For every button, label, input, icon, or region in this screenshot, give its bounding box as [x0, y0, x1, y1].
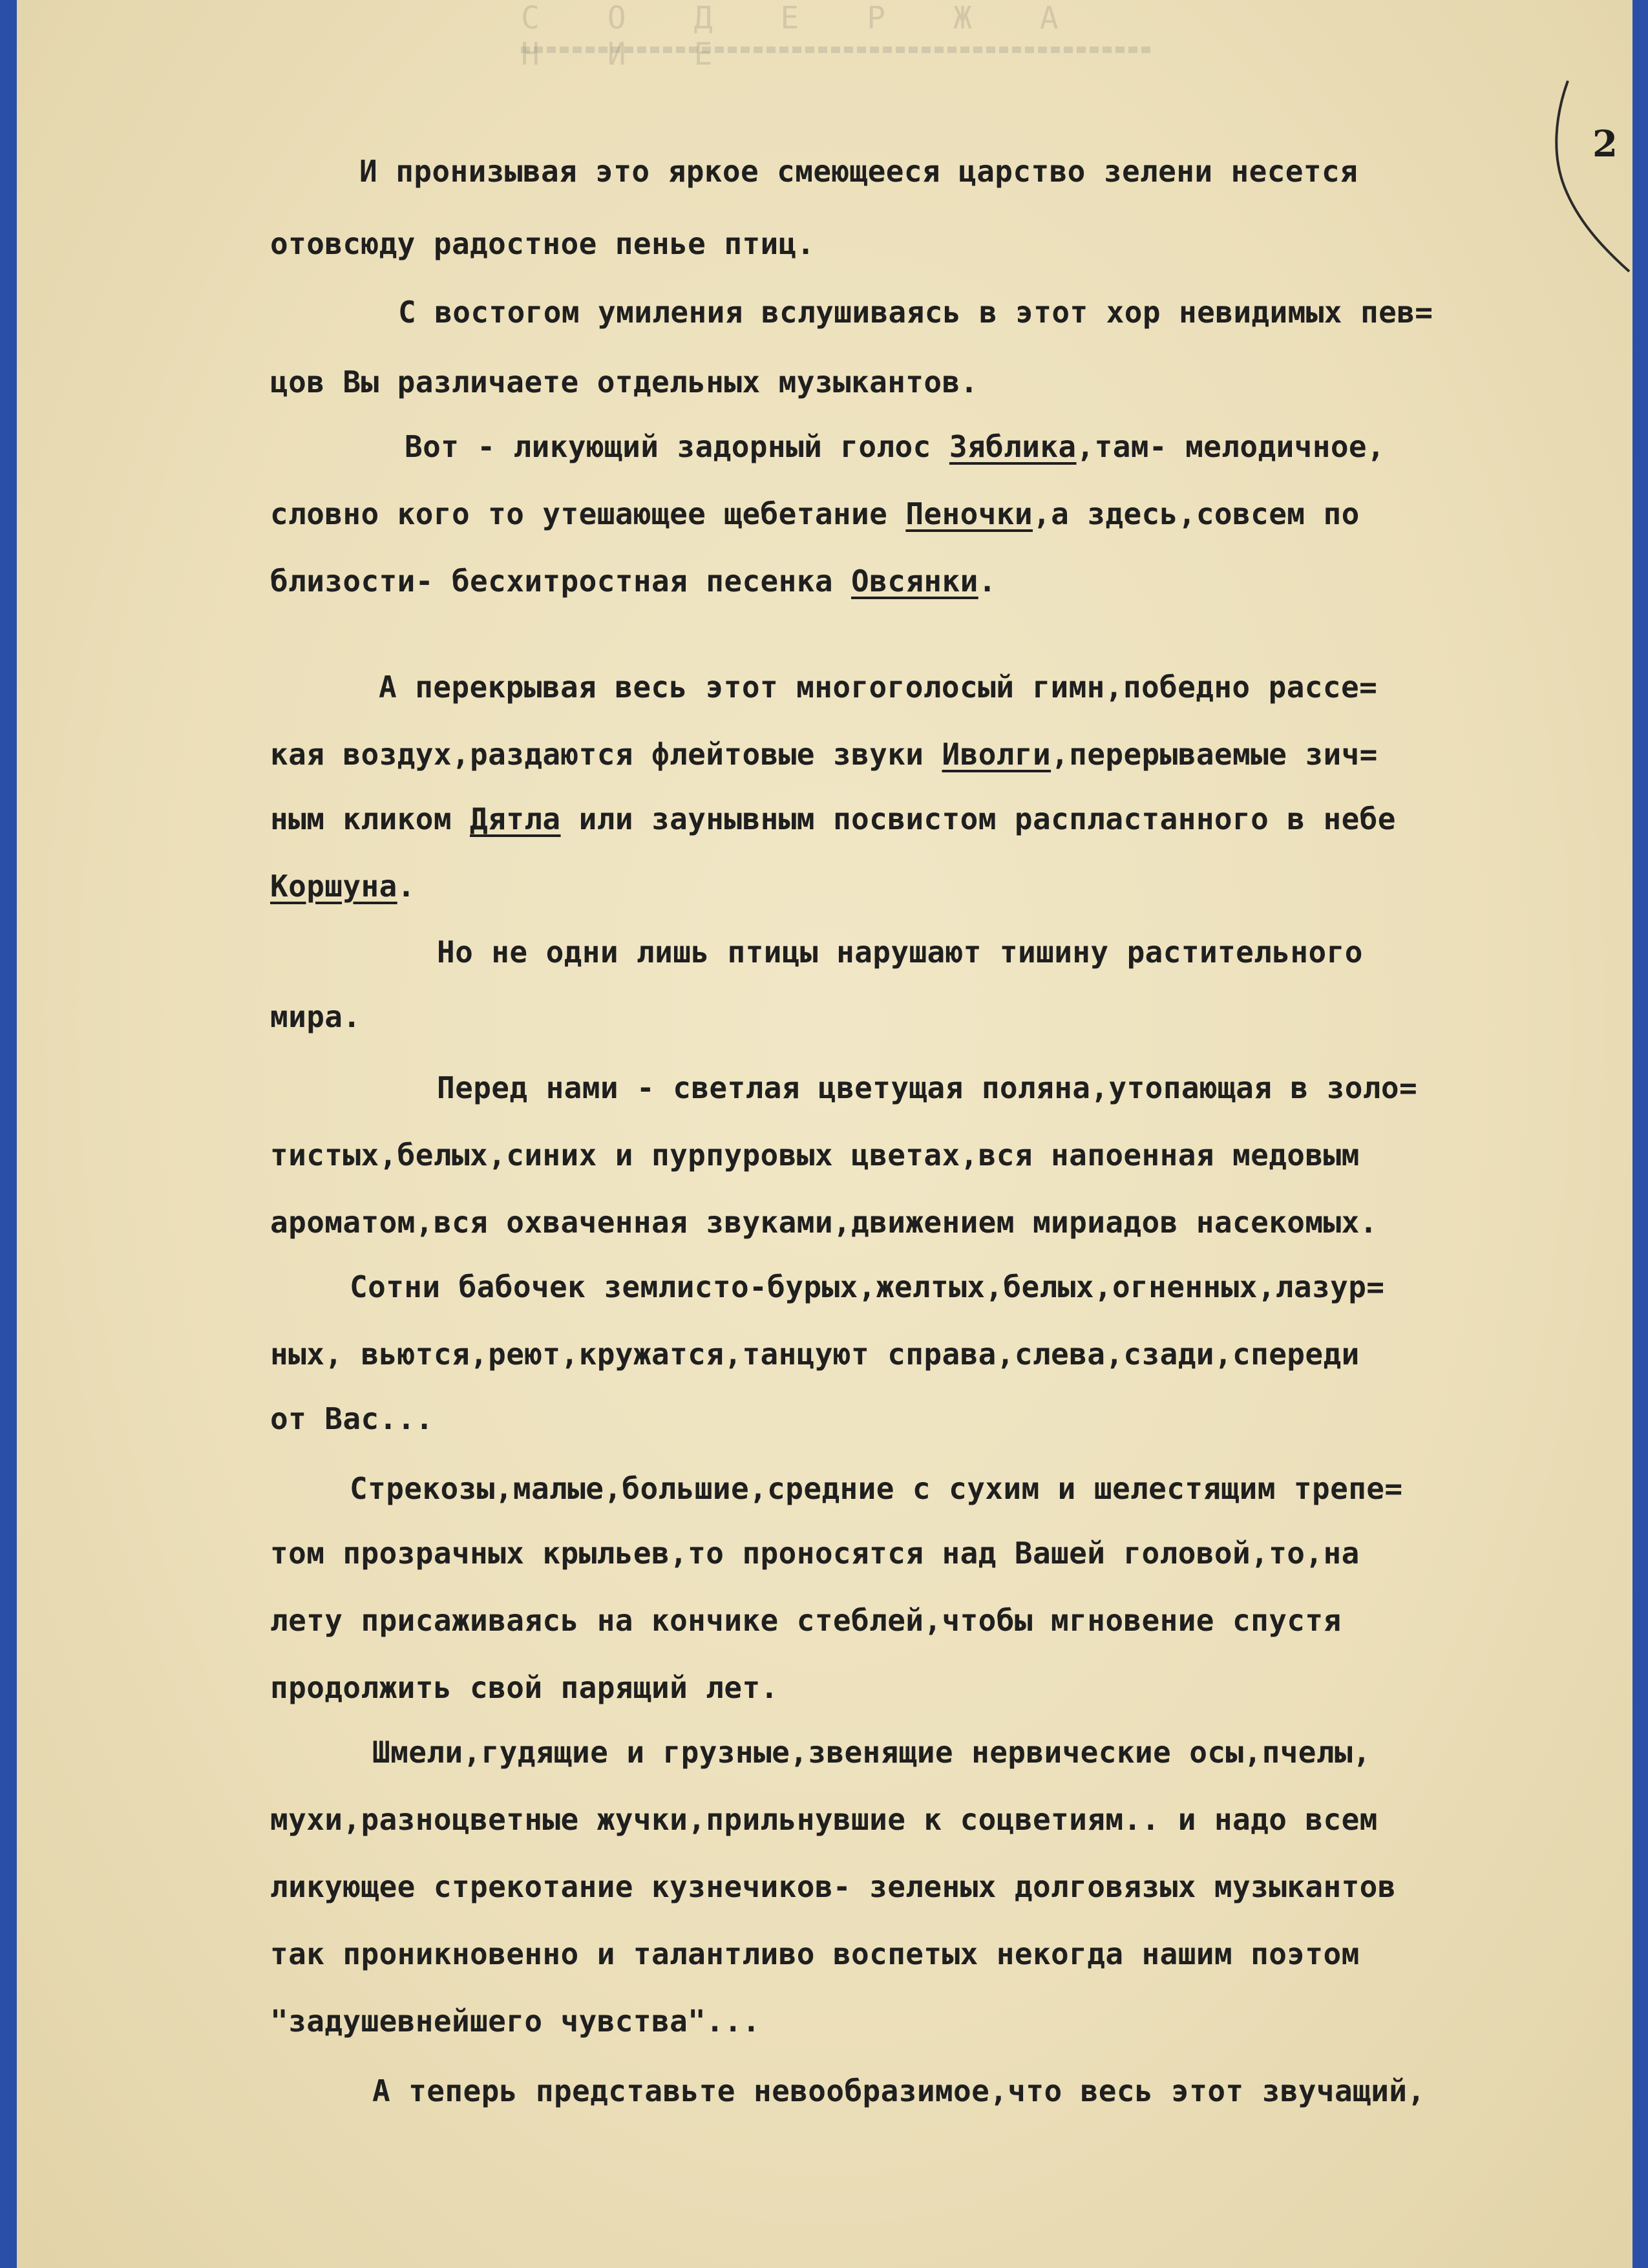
underlined-word: Пеночки [905, 496, 1033, 531]
text-segment: ликующее стрекотание кузнечиков- зеленых долговязых музыкантов [270, 1869, 1396, 1904]
text-segment: мухи,разноцветные жучки,прильнувшие к соцветиям.. и надо всем [270, 1802, 1378, 1837]
text-segment: словно кого то утешающее щебетание [270, 496, 906, 531]
text-line [270, 1802, 1378, 1837]
text-segment: Стрекозы,малые,большие,средние с сухим и шелестящим трепе= [350, 1471, 1403, 1506]
text-line [372, 2073, 1425, 2108]
text-segment: . [978, 564, 997, 599]
text-segment: продолжить свой парящий лет. [270, 1670, 779, 1705]
text-line [350, 1269, 1384, 1304]
text-segment: ,перерываемые зич= [1051, 737, 1378, 772]
text-segment: С востогом умиления вслушиваясь в этот хор невидимых пев= [398, 295, 1433, 330]
underlined-word: Зяблика [949, 429, 1077, 464]
text-line [270, 365, 978, 399]
text-line [270, 1138, 1360, 1172]
text-line [270, 1670, 779, 1705]
text-segment: Шмели,гудящие и грузные,звенящие нервические осы,пчелы, [372, 1735, 1371, 1770]
document-page [17, 0, 1632, 2268]
text-line [270, 226, 815, 261]
text-segment: так проникновенно и талантливо воспетых некогда нашим поэтом [270, 1936, 1360, 1971]
underlined-word: Коршуна [270, 869, 397, 904]
pencil-corner-mark [1548, 78, 1632, 278]
text-segment: ным кликом [270, 801, 470, 836]
text-segment: лету присаживаясь на кончике стеблей,чтобы мгновение спустя [270, 1603, 1342, 1638]
text-segment: ных, вьются,реют,кружатся,танцуют справа,слева,сзади,спереди [270, 1337, 1360, 1372]
text-line [270, 869, 416, 904]
text-line [437, 935, 1363, 970]
underlined-word: Овсянки [851, 564, 978, 599]
text-line [270, 1536, 1360, 1571]
text-line [270, 496, 1360, 531]
text-segment: близости- бесхитростная песенка [270, 564, 852, 599]
text-segment: ,а здесь,совсем по [1032, 496, 1360, 531]
text-line [270, 737, 1378, 772]
underlined-word: Иволги [942, 737, 1051, 772]
text-line [270, 1936, 1360, 1971]
text-segment: цов Вы различаете отдельных музыкантов. [270, 365, 978, 399]
underlined-word: Дятла [470, 801, 561, 836]
text-line [270, 1337, 1360, 1372]
text-segment: кая воздух,раздаются флейтовые звуки [270, 737, 942, 772]
text-line [350, 1471, 1402, 1506]
text-segment: А теперь представьте невообразимое,что весь этот звучащий, [372, 2073, 1426, 2108]
text-segment: Но не одни лишь птицы нарушают тишину растительного [437, 935, 1363, 970]
text-segment: том прозрачных крыльев,то проносятся над Вашей головой,то,на [270, 1536, 1360, 1571]
text-line [270, 564, 997, 599]
text-line [270, 999, 361, 1034]
text-segment: отовсюду радостное пенье птиц. [270, 226, 815, 261]
text-segment: А перекрывая весь этот многоголосый гимн,победно рассе= [379, 670, 1378, 705]
text-line [270, 1603, 1342, 1638]
text-line [270, 801, 1396, 836]
text-segment: или заунывным посвистом распластанного в небе [560, 801, 1396, 836]
text-segment: ароматом,вся охваченная звуками,движением мириадов насекомых. [270, 1205, 1378, 1240]
text-segment: Перед нами - светлая цветущая поляна,утопающая в золо= [437, 1070, 1418, 1105]
text-line [437, 1070, 1417, 1105]
text-line [398, 295, 1433, 330]
text-segment: ,там- мелодичное, [1076, 429, 1386, 464]
bleed-through-rule [521, 47, 1154, 53]
bleed-through-header: С О Д Е Р Ж А Н И Е [521, 0, 1083, 72]
text-line [270, 1869, 1396, 1904]
text-line [359, 154, 1358, 189]
text-line [405, 429, 1385, 464]
text-segment: "задушевнейшего чувства"... [270, 2004, 761, 2039]
text-segment: Вот - ликующий задорный голос [405, 429, 949, 464]
text-segment: мира. [270, 999, 361, 1034]
text-line [270, 1401, 434, 1436]
text-line [372, 1735, 1371, 1770]
text-segment: И пронизывая это яркое смеющееся царство зелени несется [359, 154, 1358, 189]
text-line [270, 2004, 761, 2039]
text-segment: Сотни бабочек землисто-бурых,желтых,белых,огненных,лазур= [350, 1269, 1385, 1304]
page-number: 2 [1592, 123, 1618, 165]
text-segment: . [397, 869, 416, 904]
text-segment: тистых,белых,синих и пурпуровых цветах,вся напоенная медовым [270, 1138, 1360, 1172]
text-segment: от Вас... [270, 1401, 434, 1436]
text-line [379, 670, 1377, 705]
text-line [270, 1205, 1378, 1240]
